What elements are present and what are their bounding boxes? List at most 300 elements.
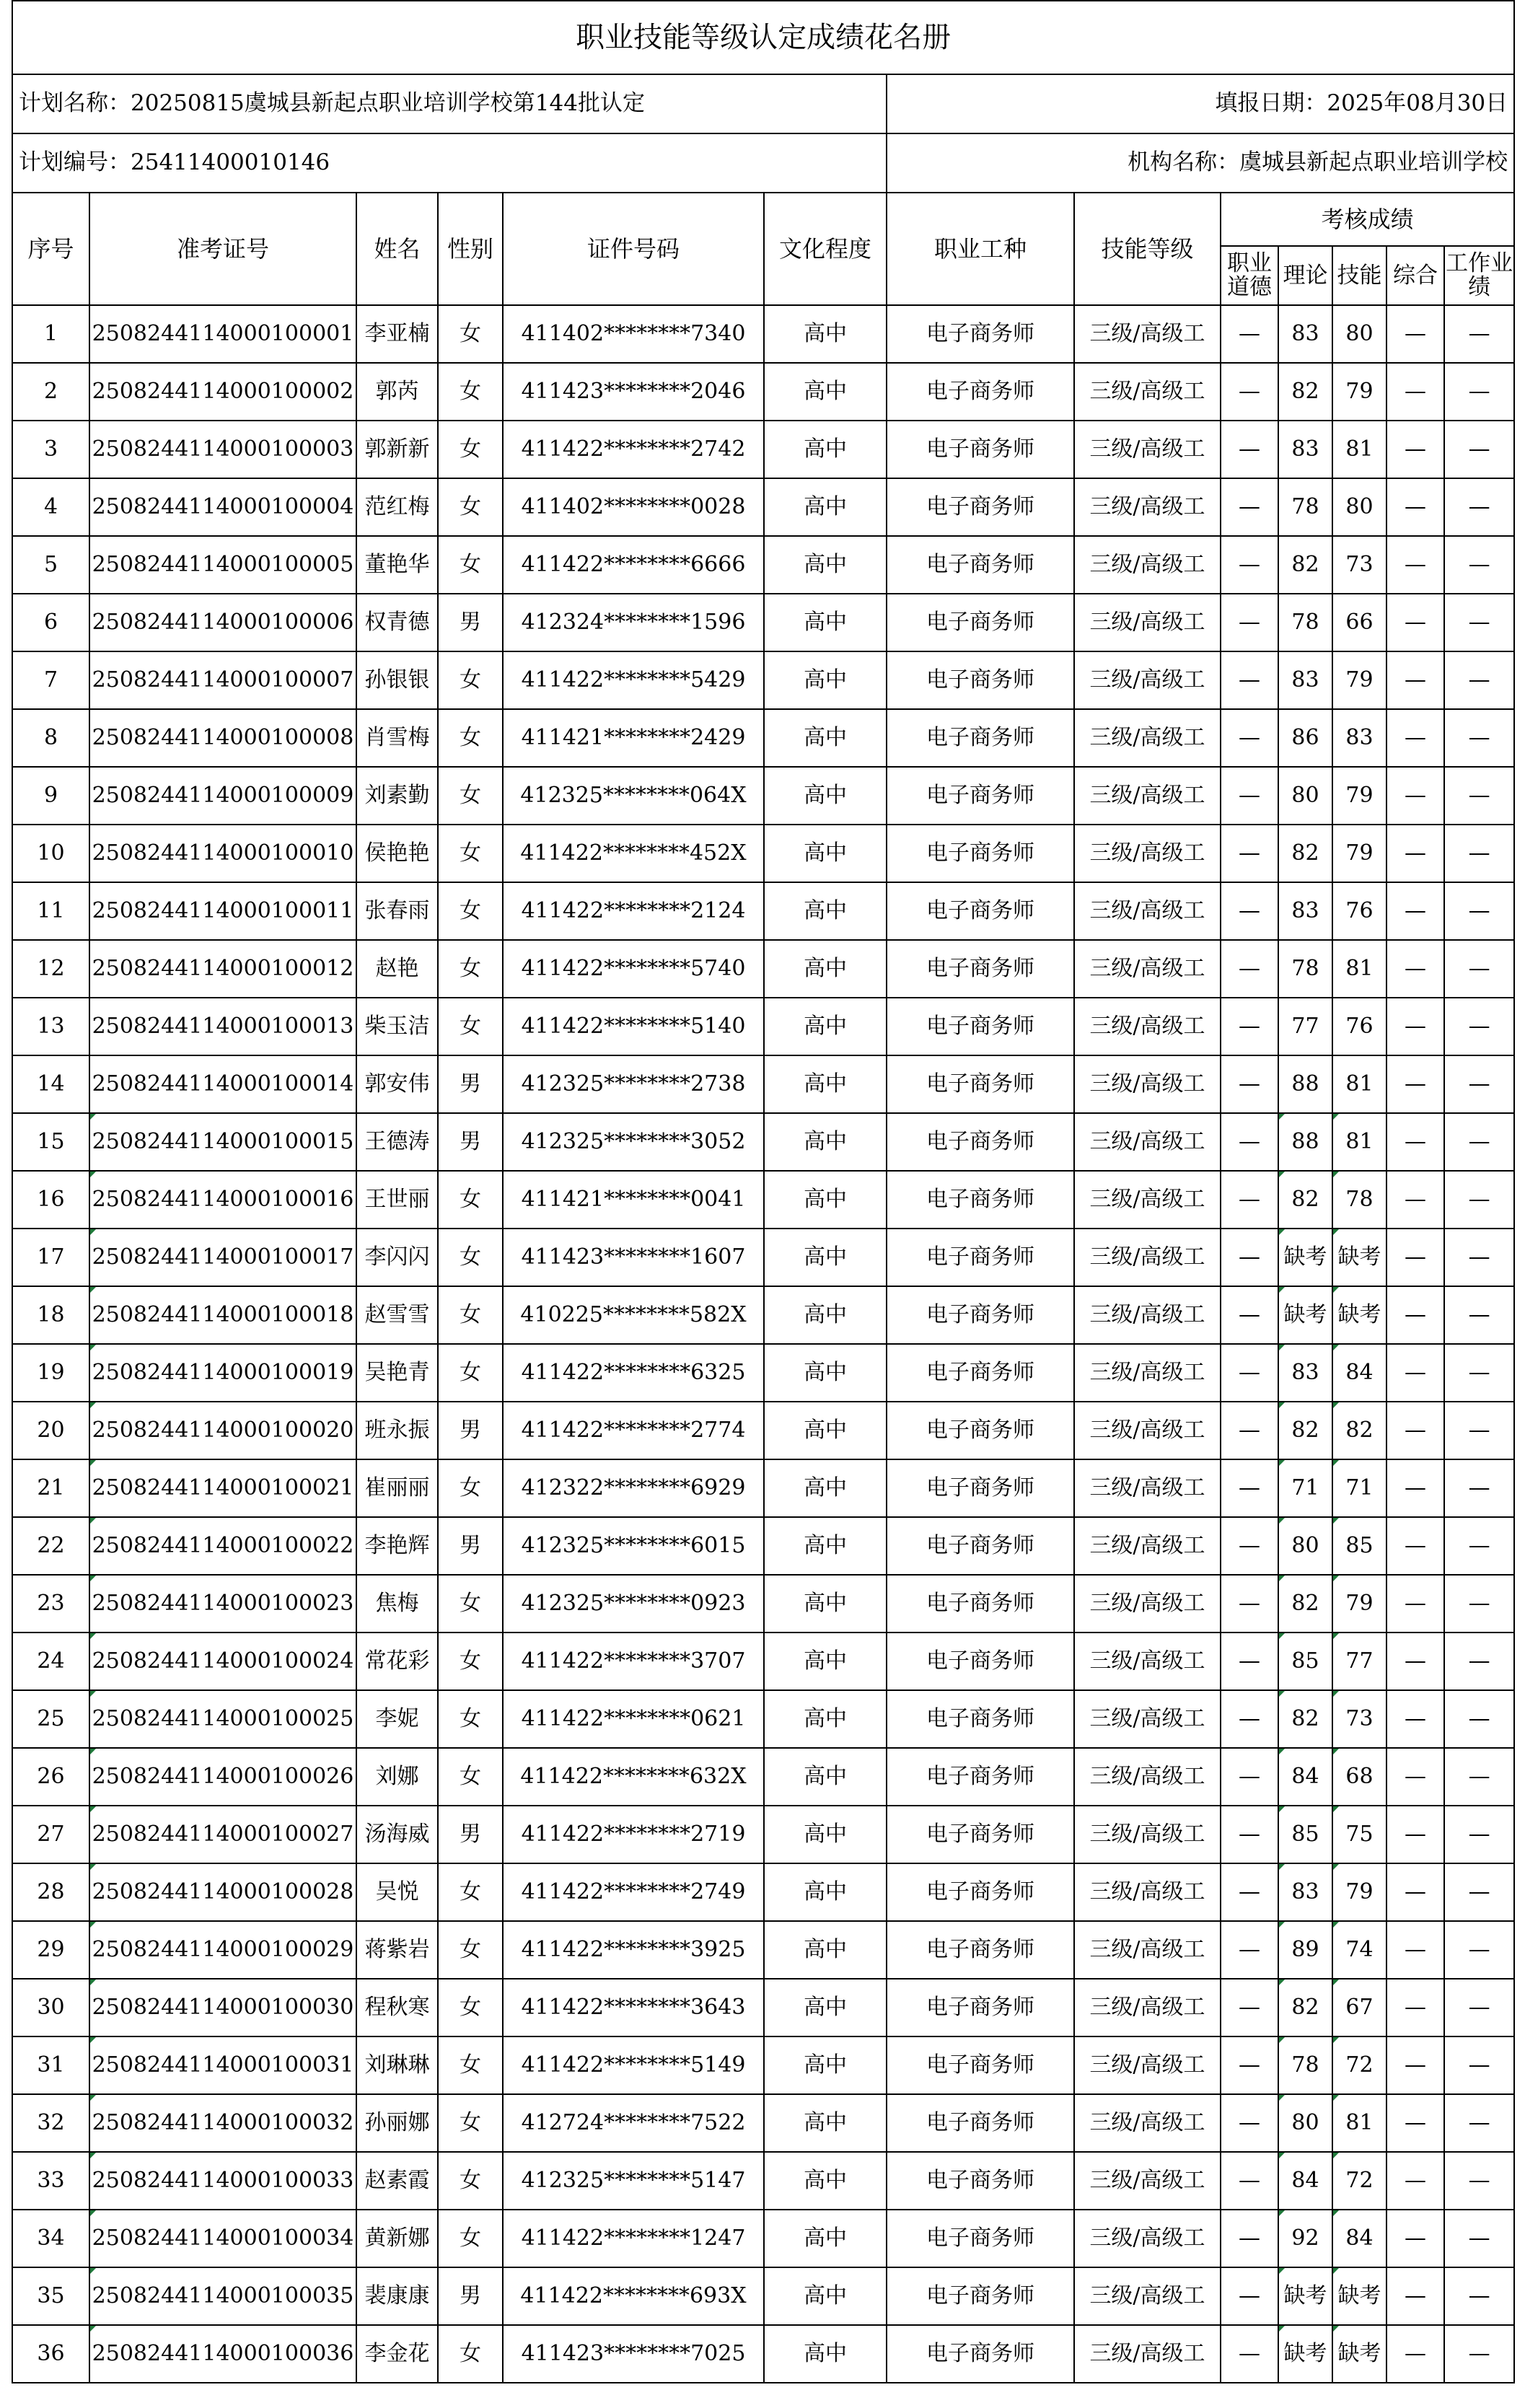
cell-name: 赵雪雪 <box>356 1286 438 1344</box>
cell-ethics: — <box>1221 1517 1278 1575</box>
cell-skill: 81 <box>1332 1113 1386 1171</box>
cell-education: 高中 <box>764 305 887 363</box>
cell-id-number: 411422********5740 <box>503 940 764 998</box>
cell-performance: — <box>1444 1055 1514 1113</box>
cell-level: 三级/高级工 <box>1074 2267 1221 2325</box>
table-row <box>12 594 1514 651</box>
cell-comprehensive: — <box>1386 1633 1444 1690</box>
cell-ticket: 2508244114000100033 <box>89 2152 356 2210</box>
cell-occupation: 电子商务师 <box>887 767 1074 825</box>
cell-ethics: — <box>1221 1863 1278 1921</box>
cell-performance: — <box>1444 825 1514 882</box>
cell-id-number: 411423********7025 <box>503 2325 764 2383</box>
cell-ticket: 2508244114000100015 <box>89 1113 356 1171</box>
cell-skill: 81 <box>1332 2094 1386 2152</box>
table-row <box>12 1402 1514 1459</box>
cell-id-number: 411402********0028 <box>503 478 764 536</box>
cell-occupation: 电子商务师 <box>887 1921 1074 1979</box>
cell-occupation: 电子商务师 <box>887 1055 1074 1113</box>
cell-theory: 82 <box>1278 1575 1332 1633</box>
cell-comprehensive: — <box>1386 1055 1444 1113</box>
cell-level: 三级/高级工 <box>1074 1633 1221 1690</box>
cell-name: 吴艳青 <box>356 1344 438 1402</box>
cell-skill: 68 <box>1332 1748 1386 1806</box>
cell-skill: 缺考 <box>1332 2267 1386 2325</box>
cell-seq: 24 <box>12 1633 89 1690</box>
cell-seq: 6 <box>12 594 89 651</box>
cell-gender: 男 <box>438 1517 503 1575</box>
header-gender: 性别 <box>438 193 503 305</box>
cell-name: 郭安伟 <box>356 1055 438 1113</box>
cell-gender: 女 <box>438 882 503 940</box>
cell-theory: 85 <box>1278 1806 1332 1863</box>
header-scores: 考核成绩 <box>1221 193 1514 246</box>
cell-seq: 19 <box>12 1344 89 1402</box>
cell-level: 三级/高级工 <box>1074 1113 1221 1171</box>
cell-education: 高中 <box>764 1863 887 1921</box>
cell-performance: — <box>1444 1113 1514 1171</box>
cell-skill: 缺考 <box>1332 1286 1386 1344</box>
table-row <box>12 1344 1514 1402</box>
cell-level: 三级/高级工 <box>1074 1517 1221 1575</box>
cell-education: 高中 <box>764 882 887 940</box>
cell-seq: 13 <box>12 998 89 1055</box>
cell-skill: 76 <box>1332 882 1386 940</box>
cell-seq: 16 <box>12 1171 89 1229</box>
cell-skill: 76 <box>1332 998 1386 1055</box>
cell-ticket: 2508244114000100021 <box>89 1459 356 1517</box>
header-comprehensive: 综合 <box>1386 246 1444 305</box>
cell-comprehensive: — <box>1386 651 1444 709</box>
table-body <box>12 305 1514 2383</box>
cell-performance: — <box>1444 1921 1514 1979</box>
cell-performance: — <box>1444 305 1514 363</box>
cell-theory: 77 <box>1278 998 1332 1055</box>
cell-ticket: 2508244114000100004 <box>89 478 356 536</box>
cell-education: 高中 <box>764 1402 887 1459</box>
cell-gender: 女 <box>438 1633 503 1690</box>
cell-level: 三级/高级工 <box>1074 1690 1221 1748</box>
cell-comprehensive: — <box>1386 363 1444 421</box>
cell-theory: 80 <box>1278 767 1332 825</box>
cell-seq: 21 <box>12 1459 89 1517</box>
table-row <box>12 1517 1514 1575</box>
cell-theory: 缺考 <box>1278 1229 1332 1286</box>
cell-name: 汤海威 <box>356 1806 438 1863</box>
cell-ticket: 2508244114000100020 <box>89 1402 356 1459</box>
cell-ethics: — <box>1221 882 1278 940</box>
cell-ethics: — <box>1221 2267 1278 2325</box>
cell-id-number: 411422********452X <box>503 825 764 882</box>
cell-name: 班永振 <box>356 1402 438 1459</box>
cell-theory: 86 <box>1278 709 1332 767</box>
cell-performance: — <box>1444 1979 1514 2036</box>
cell-seq: 23 <box>12 1575 89 1633</box>
cell-theory: 82 <box>1278 536 1332 594</box>
cell-seq: 34 <box>12 2210 89 2267</box>
cell-performance: — <box>1444 767 1514 825</box>
cell-comprehensive: — <box>1386 2152 1444 2210</box>
cell-seq: 27 <box>12 1806 89 1863</box>
cell-occupation: 电子商务师 <box>887 594 1074 651</box>
cell-comprehensive: — <box>1386 1690 1444 1748</box>
cell-performance: — <box>1444 1286 1514 1344</box>
table-row <box>12 1171 1514 1229</box>
cell-gender: 女 <box>438 1863 503 1921</box>
cell-ticket: 2508244114000100011 <box>89 882 356 940</box>
cell-skill: 79 <box>1332 363 1386 421</box>
cell-ethics: — <box>1221 940 1278 998</box>
cell-ticket: 2508244114000100023 <box>89 1575 356 1633</box>
cell-comprehensive: — <box>1386 1979 1444 2036</box>
table-row <box>12 2325 1514 2383</box>
table-row <box>12 478 1514 536</box>
cell-gender: 女 <box>438 1921 503 1979</box>
cell-gender: 男 <box>438 1055 503 1113</box>
cell-id-number: 411423********1607 <box>503 1229 764 1286</box>
table-row <box>12 1575 1514 1633</box>
cell-gender: 女 <box>438 305 503 363</box>
cell-id-number: 411422********2774 <box>503 1402 764 1459</box>
cell-comprehensive: — <box>1386 2210 1444 2267</box>
cell-seq: 11 <box>12 882 89 940</box>
cell-ethics: — <box>1221 1979 1278 2036</box>
cell-gender: 女 <box>438 2094 503 2152</box>
cell-education: 高中 <box>764 536 887 594</box>
cell-name: 刘素勤 <box>356 767 438 825</box>
cell-level: 三级/高级工 <box>1074 1575 1221 1633</box>
cell-skill: 73 <box>1332 1690 1386 1748</box>
cell-ticket: 2508244114000100012 <box>89 940 356 998</box>
table-row <box>12 1113 1514 1171</box>
header-id-number: 证件号码 <box>503 193 764 305</box>
cell-name: 吴悦 <box>356 1863 438 1921</box>
cell-ethics: — <box>1221 1806 1278 1863</box>
cell-education: 高中 <box>764 363 887 421</box>
cell-comprehensive: — <box>1386 305 1444 363</box>
cell-seq: 20 <box>12 1402 89 1459</box>
cell-level: 三级/高级工 <box>1074 1806 1221 1863</box>
cell-theory: 85 <box>1278 1633 1332 1690</box>
cell-ticket: 2508244114000100005 <box>89 536 356 594</box>
cell-occupation: 电子商务师 <box>887 1113 1074 1171</box>
cell-occupation: 电子商务师 <box>887 709 1074 767</box>
cell-skill: 84 <box>1332 1344 1386 1402</box>
cell-performance: — <box>1444 594 1514 651</box>
cell-education: 高中 <box>764 767 887 825</box>
cell-education: 高中 <box>764 1575 887 1633</box>
cell-id-number: 411422********2124 <box>503 882 764 940</box>
cell-skill: 72 <box>1332 2152 1386 2210</box>
cell-gender: 女 <box>438 651 503 709</box>
cell-education: 高中 <box>764 478 887 536</box>
cell-ethics: — <box>1221 1575 1278 1633</box>
table-row <box>12 1633 1514 1690</box>
cell-occupation: 电子商务师 <box>887 1575 1074 1633</box>
header-name: 姓名 <box>356 193 438 305</box>
table-row <box>12 363 1514 421</box>
cell-theory: 80 <box>1278 1517 1332 1575</box>
cell-name: 程秋寒 <box>356 1979 438 2036</box>
cell-name: 蒋紫岩 <box>356 1921 438 1979</box>
cell-id-number: 411422********1247 <box>503 2210 764 2267</box>
report-date: 填报日期：2025年08月30日 <box>887 74 1514 133</box>
cell-ticket: 2508244114000100036 <box>89 2325 356 2383</box>
cell-gender: 女 <box>438 709 503 767</box>
cell-theory: 83 <box>1278 1344 1332 1402</box>
cell-performance: — <box>1444 1402 1514 1459</box>
cell-seq: 31 <box>12 2036 89 2094</box>
cell-skill: 73 <box>1332 536 1386 594</box>
cell-ethics: — <box>1221 1690 1278 1748</box>
table-row <box>12 767 1514 825</box>
cell-theory: 88 <box>1278 1113 1332 1171</box>
cell-level: 三级/高级工 <box>1074 1286 1221 1344</box>
cell-education: 高中 <box>764 1459 887 1517</box>
table-row <box>12 882 1514 940</box>
cell-comprehensive: — <box>1386 2094 1444 2152</box>
cell-education: 高中 <box>764 421 887 478</box>
cell-comprehensive: — <box>1386 2036 1444 2094</box>
cell-skill: 缺考 <box>1332 1229 1386 1286</box>
cell-name: 侯艳艳 <box>356 825 438 882</box>
cell-gender: 女 <box>438 1979 503 2036</box>
cell-gender: 女 <box>438 363 503 421</box>
header-occupation: 职业工种 <box>887 193 1074 305</box>
cell-ethics: — <box>1221 363 1278 421</box>
cell-ticket: 2508244114000100006 <box>89 594 356 651</box>
cell-gender: 女 <box>438 2210 503 2267</box>
cell-occupation: 电子商务师 <box>887 1229 1074 1286</box>
cell-id-number: 411421********0041 <box>503 1171 764 1229</box>
cell-occupation: 电子商务师 <box>887 1344 1074 1402</box>
cell-ethics: — <box>1221 1229 1278 1286</box>
cell-name: 李妮 <box>356 1690 438 1748</box>
table-row <box>12 2036 1514 2094</box>
cell-level: 三级/高级工 <box>1074 305 1221 363</box>
cell-comprehensive: — <box>1386 1806 1444 1863</box>
cell-education: 高中 <box>764 2036 887 2094</box>
cell-education: 高中 <box>764 998 887 1055</box>
cell-gender: 女 <box>438 1171 503 1229</box>
cell-ethics: — <box>1221 478 1278 536</box>
cell-name: 权青德 <box>356 594 438 651</box>
table-row <box>12 940 1514 998</box>
cell-performance: — <box>1444 1229 1514 1286</box>
cell-skill: 79 <box>1332 767 1386 825</box>
cell-performance: — <box>1444 536 1514 594</box>
header-theory: 理论 <box>1278 246 1332 305</box>
cell-theory: 缺考 <box>1278 2325 1332 2383</box>
cell-comprehensive: — <box>1386 421 1444 478</box>
cell-education: 高中 <box>764 1748 887 1806</box>
cell-performance: — <box>1444 882 1514 940</box>
cell-seq: 15 <box>12 1113 89 1171</box>
cell-occupation: 电子商务师 <box>887 1863 1074 1921</box>
cell-skill: 79 <box>1332 825 1386 882</box>
cell-ticket: 2508244114000100014 <box>89 1055 356 1113</box>
cell-skill: 82 <box>1332 1402 1386 1459</box>
cell-gender: 女 <box>438 1344 503 1402</box>
cell-id-number: 411422********2742 <box>503 421 764 478</box>
cell-level: 三级/高级工 <box>1074 478 1221 536</box>
cell-ticket: 2508244114000100019 <box>89 1344 356 1402</box>
cell-name: 焦梅 <box>356 1575 438 1633</box>
cell-level: 三级/高级工 <box>1074 1921 1221 1979</box>
table-row <box>12 1690 1514 1748</box>
cell-comprehensive: — <box>1386 825 1444 882</box>
cell-gender: 女 <box>438 1286 503 1344</box>
cell-comprehensive: — <box>1386 1402 1444 1459</box>
cell-name: 郭新新 <box>356 421 438 478</box>
cell-gender: 男 <box>438 1806 503 1863</box>
cell-gender: 男 <box>438 594 503 651</box>
cell-skill: 79 <box>1332 651 1386 709</box>
cell-education: 高中 <box>764 2325 887 2383</box>
cell-skill: 83 <box>1332 709 1386 767</box>
cell-occupation: 电子商务师 <box>887 478 1074 536</box>
cell-theory: 83 <box>1278 305 1332 363</box>
table-row <box>12 1055 1514 1113</box>
cell-theory: 82 <box>1278 363 1332 421</box>
header-ethics: 职业道德 <box>1221 246 1278 305</box>
cell-comprehensive: — <box>1386 2325 1444 2383</box>
cell-comprehensive: — <box>1386 594 1444 651</box>
cell-occupation: 电子商务师 <box>887 882 1074 940</box>
cell-ethics: — <box>1221 2036 1278 2094</box>
cell-theory: 82 <box>1278 1979 1332 2036</box>
cell-performance: — <box>1444 709 1514 767</box>
cell-seq: 26 <box>12 1748 89 1806</box>
cell-education: 高中 <box>764 1633 887 1690</box>
table-row <box>12 2094 1514 2152</box>
cell-performance: — <box>1444 421 1514 478</box>
cell-performance: — <box>1444 2267 1514 2325</box>
cell-name: 赵艳 <box>356 940 438 998</box>
cell-education: 高中 <box>764 825 887 882</box>
cell-seq: 30 <box>12 1979 89 2036</box>
cell-name: 董艳华 <box>356 536 438 594</box>
cell-level: 三级/高级工 <box>1074 940 1221 998</box>
cell-id-number: 412325********0923 <box>503 1575 764 1633</box>
cell-id-number: 411422********5140 <box>503 998 764 1055</box>
cell-occupation: 电子商务师 <box>887 2094 1074 2152</box>
cell-level: 三级/高级工 <box>1074 709 1221 767</box>
cell-level: 三级/高级工 <box>1074 594 1221 651</box>
cell-level: 三级/高级工 <box>1074 536 1221 594</box>
cell-comprehensive: — <box>1386 1459 1444 1517</box>
cell-theory: 83 <box>1278 882 1332 940</box>
cell-level: 三级/高级工 <box>1074 767 1221 825</box>
cell-id-number: 411422********693X <box>503 2267 764 2325</box>
table-row <box>12 421 1514 478</box>
cell-ethics: — <box>1221 651 1278 709</box>
cell-gender: 女 <box>438 421 503 478</box>
cell-ticket: 2508244114000100026 <box>89 1748 356 1806</box>
cell-id-number: 410225********582X <box>503 1286 764 1344</box>
cell-seq: 36 <box>12 2325 89 2383</box>
cell-occupation: 电子商务师 <box>887 305 1074 363</box>
cell-name: 肖雪梅 <box>356 709 438 767</box>
cell-name: 赵素霞 <box>356 2152 438 2210</box>
cell-id-number: 412325********2738 <box>503 1055 764 1113</box>
cell-level: 三级/高级工 <box>1074 2152 1221 2210</box>
cell-ticket: 2508244114000100003 <box>89 421 356 478</box>
cell-id-number: 411422********2749 <box>503 1863 764 1921</box>
cell-skill: 81 <box>1332 1055 1386 1113</box>
cell-gender: 女 <box>438 998 503 1055</box>
cell-skill: 80 <box>1332 478 1386 536</box>
header-education: 文化程度 <box>764 193 887 305</box>
cell-skill: 67 <box>1332 1979 1386 2036</box>
table-row <box>12 1286 1514 1344</box>
cell-comprehensive: — <box>1386 1344 1444 1402</box>
cell-id-number: 412325********064X <box>503 767 764 825</box>
cell-performance: — <box>1444 1863 1514 1921</box>
cell-id-number: 411402********7340 <box>503 305 764 363</box>
cell-id-number: 411422********3707 <box>503 1633 764 1690</box>
cell-seq: 10 <box>12 825 89 882</box>
cell-skill: 85 <box>1332 1517 1386 1575</box>
cell-occupation: 电子商务师 <box>887 2325 1074 2383</box>
cell-id-number: 412324********1596 <box>503 594 764 651</box>
cell-performance: — <box>1444 1517 1514 1575</box>
cell-seq: 18 <box>12 1286 89 1344</box>
cell-comprehensive: — <box>1386 1921 1444 1979</box>
cell-id-number: 411422********0621 <box>503 1690 764 1748</box>
cell-level: 三级/高级工 <box>1074 1171 1221 1229</box>
cell-ticket: 2508244114000100018 <box>89 1286 356 1344</box>
cell-occupation: 电子商务师 <box>887 421 1074 478</box>
header-performance: 工作业绩 <box>1444 246 1514 305</box>
cell-name: 崔丽丽 <box>356 1459 438 1517</box>
cell-id-number: 411422********2719 <box>503 1806 764 1863</box>
cell-ethics: — <box>1221 2325 1278 2383</box>
cell-education: 高中 <box>764 2094 887 2152</box>
table-row <box>12 709 1514 767</box>
cell-occupation: 电子商务师 <box>887 2152 1074 2210</box>
cell-education: 高中 <box>764 1055 887 1113</box>
cell-gender: 女 <box>438 536 503 594</box>
cell-performance: — <box>1444 2152 1514 2210</box>
cell-education: 高中 <box>764 651 887 709</box>
cell-ticket: 2508244114000100001 <box>89 305 356 363</box>
cell-comprehensive: — <box>1386 709 1444 767</box>
cell-seq: 3 <box>12 421 89 478</box>
cell-ticket: 2508244114000100017 <box>89 1229 356 1286</box>
table-row <box>12 1979 1514 2036</box>
table-row <box>12 1806 1514 1863</box>
cell-gender: 女 <box>438 1690 503 1748</box>
cell-theory: 78 <box>1278 940 1332 998</box>
cell-ethics: — <box>1221 767 1278 825</box>
cell-id-number: 412724********7522 <box>503 2094 764 2152</box>
cell-theory: 缺考 <box>1278 1286 1332 1344</box>
table-row <box>12 998 1514 1055</box>
cell-comprehensive: — <box>1386 478 1444 536</box>
cell-ticket: 2508244114000100008 <box>89 709 356 767</box>
cell-seq: 5 <box>12 536 89 594</box>
cell-comprehensive: — <box>1386 1748 1444 1806</box>
cell-ethics: — <box>1221 1748 1278 1806</box>
cell-education: 高中 <box>764 1806 887 1863</box>
cell-ticket: 2508244114000100024 <box>89 1633 356 1690</box>
cell-skill: 74 <box>1332 1921 1386 1979</box>
cell-ticket: 2508244114000100022 <box>89 1517 356 1575</box>
cell-performance: — <box>1444 1171 1514 1229</box>
cell-occupation: 电子商务师 <box>887 2210 1074 2267</box>
cell-comprehensive: — <box>1386 882 1444 940</box>
